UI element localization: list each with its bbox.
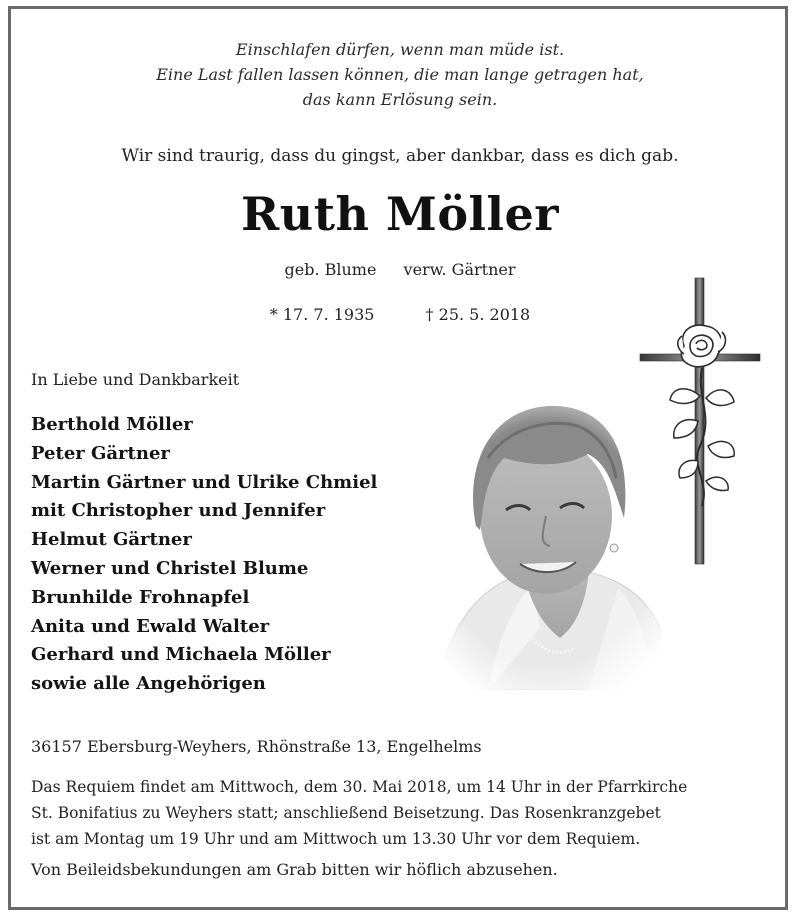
requiem-line: Das Requiem findet am Mittwoch, dem 30. Mai 2018, um 14 Uhr in der Pfarrkirche [31,778,688,796]
requiem-line: St. Bonifatius zu Weyhers statt; anschließend Beisetzung. Das Rosenkranzgebet [31,804,661,822]
poem-line: Einschlafen dürfen, wenn man müde ist. [235,40,565,59]
poem [0,37,800,112]
list-item: Berthold Möller [31,414,193,435]
requiem-line: ist am Montag um 19 Uhr und am Mittwoch um 13.30 Uhr vor dem Requiem. [31,830,641,848]
condolence-note: Von Beileidsbekundungen am Grab bitten wir höflich abzusehen. [31,860,558,879]
list-item: sowie alle Angehörigen [31,673,266,695]
born-name: geb. Blume [284,260,377,279]
list-item: mit Christopher und Jennifer [31,500,326,522]
intro-text: In Liebe und Dankbarkeit [31,370,240,389]
list-item: Martin Gärtner und Ulrike Chmiel [31,471,378,493]
list-item: Gerhard und Michaela Möller [31,644,331,666]
list-item: Brunhilde Frohnapfel [31,586,250,608]
poem-line: Eine Last fallen lassen können, die man lange getragen hat, [156,65,644,84]
address: 36157 Ebersburg-Weyhers, Rhönstraße 13, Engelhelms [31,737,482,756]
poem-line: das kann Erlösung sein. [302,90,498,109]
widowed-name: verw. Gärtner [403,260,516,279]
list-item: Helmut Gärtner [31,529,192,551]
portrait-photo [428,398,668,690]
requiem-info [31,774,776,852]
deceased-name: Ruth Möller [241,187,559,241]
death-date: † 25. 5. 2018 [425,305,531,324]
motto: Wir sind traurig, dass du gingst, aber dankbar, dass es dich gab. [121,146,679,166]
list-item: Peter Gärtner [31,442,170,464]
list-item: Anita und Ewald Walter [31,615,270,637]
list-item: Werner und Christel Blume [31,557,309,579]
family-list [31,411,377,699]
birth-date: * 17. 7. 1935 [269,305,375,324]
